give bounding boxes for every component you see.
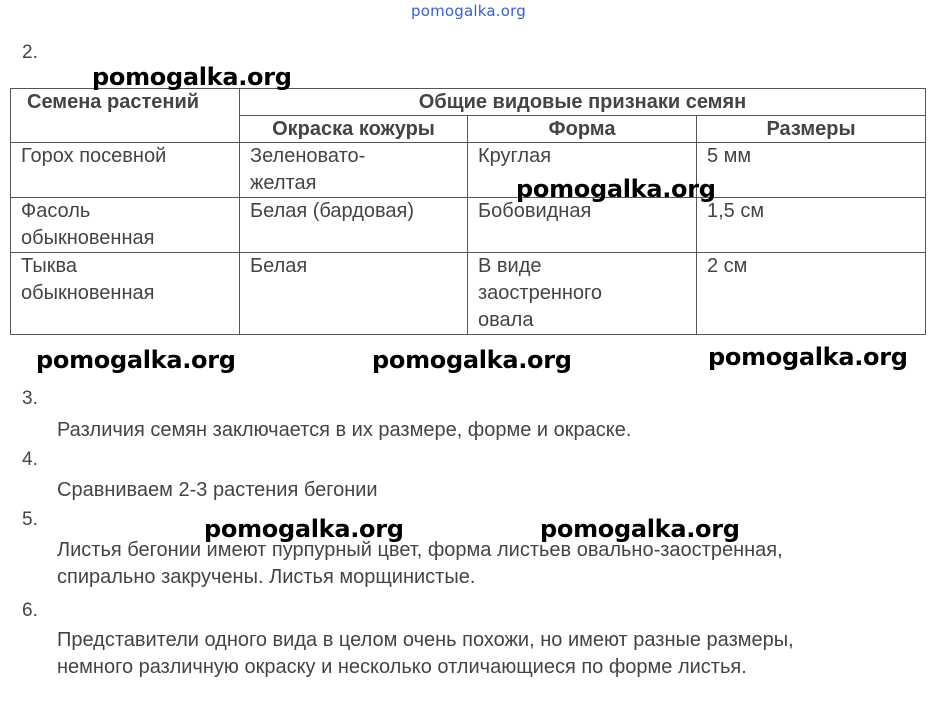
cell-plant: Тыква обыкновенная (11, 253, 240, 335)
cell-size: 1,5 см (697, 198, 926, 253)
table-header-group: Общие видовые признаки семян (240, 89, 926, 116)
table-header-seeds: Семена растений (11, 89, 240, 143)
table-header-size: Размеры (697, 116, 926, 143)
cell-size: 5 мм (697, 143, 926, 198)
cell-shape: В виде заостренного овала (468, 253, 697, 335)
table-header-shape: Форма (468, 116, 697, 143)
cell-shape: Круглая (468, 143, 697, 198)
watermark: pomogalka.org (540, 515, 740, 543)
seeds-table (10, 88, 926, 335)
table-row (11, 253, 926, 335)
section-4-number: 4. (22, 449, 38, 470)
section-3-number: 3. (22, 388, 38, 409)
site-header-link[interactable]: pomogalka.org (411, 2, 526, 20)
section-5-text: Листья бегонии имеют пурпурный цвет, форма листьев овально-заостренная, спирально закручены. Листья морщинистые. (57, 539, 783, 588)
section-2-number: 2. (22, 42, 38, 63)
cell-plant: Фасоль обыкновенная (11, 198, 240, 253)
table-row (11, 143, 926, 198)
table-row (11, 198, 926, 253)
watermark: pomogalka.org (36, 346, 236, 374)
watermark: pomogalka.org (516, 175, 716, 203)
watermark: pomogalka.org (708, 343, 908, 371)
section-3-text: Различия семян заключается в их размере, форме и окраске. (57, 419, 632, 441)
cell-shape: Бобовидная (468, 198, 697, 253)
watermark: pomogalka.org (92, 63, 292, 91)
cell-color: Белая (240, 253, 468, 335)
cell-plant: Горох посевной (11, 143, 240, 198)
watermark: pomogalka.org (204, 515, 404, 543)
section-6-number: 6. (22, 600, 38, 621)
cell-color: Зеленовато- желтая (240, 143, 468, 198)
watermark: pomogalka.org (372, 346, 572, 374)
cell-size: 2 см (697, 253, 926, 335)
table-header-color: Окраска кожуры (240, 116, 468, 143)
section-4-text: Сравниваем 2-3 растения бегонии (57, 479, 378, 501)
section-5-number: 5. (22, 509, 38, 530)
cell-color: Белая (бардовая) (240, 198, 468, 253)
section-6-text: Представители одного вида в целом очень похожи, но имеют разные размеры, немного различную окраску и несколько отличающиеся по форме листья. (57, 629, 794, 678)
